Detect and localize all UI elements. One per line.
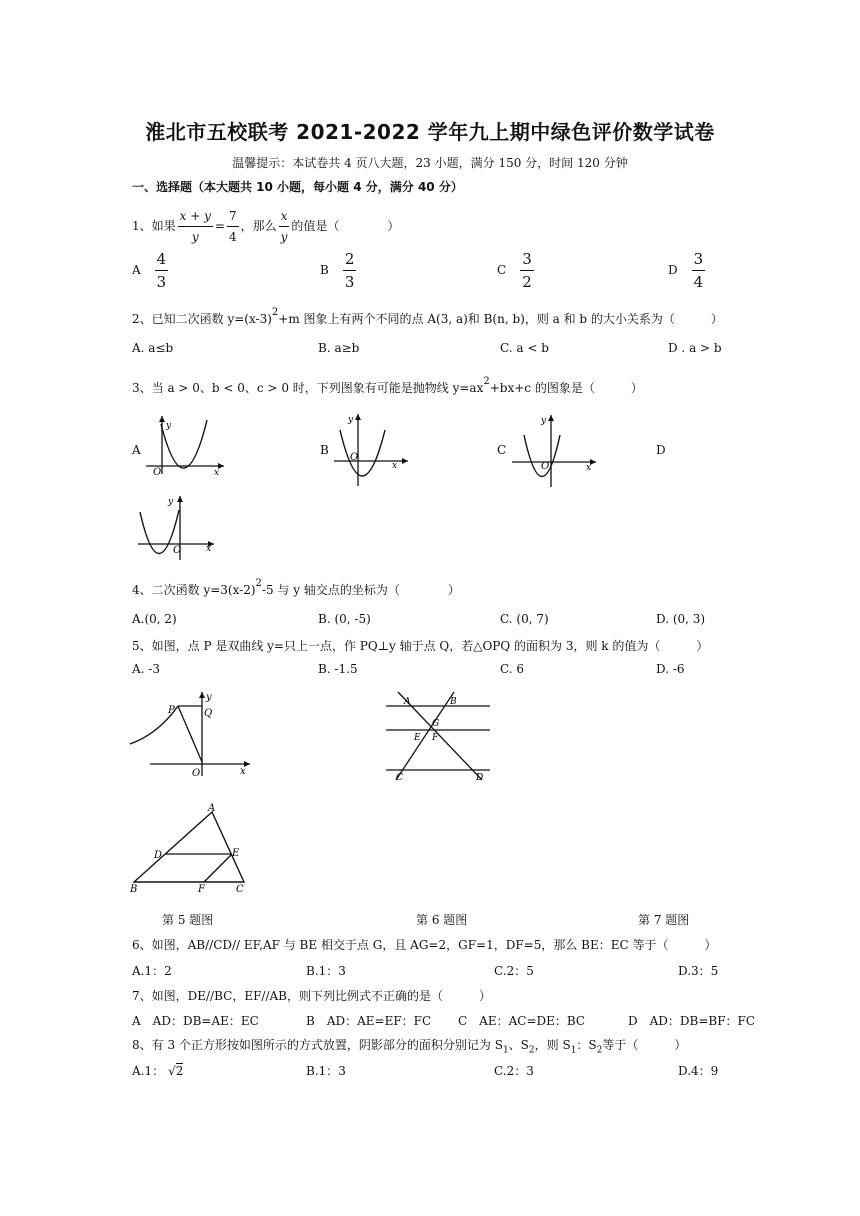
q4-option-b: B. (0, -5)	[318, 612, 371, 626]
q3c-x-label: x	[586, 463, 592, 473]
q5-option-d: D. -6	[656, 662, 685, 676]
q1-fraction-2: $\frac{7}{4}$	[227, 206, 239, 247]
figure-7	[128, 802, 252, 894]
q6-option-a: A.1：2	[132, 964, 172, 978]
fig7-label-e: E	[232, 848, 240, 859]
q1-fraction-1: $\frac{x + y}{y}$	[178, 206, 213, 247]
figure-6	[382, 690, 494, 782]
q3c-origin: O	[541, 461, 550, 472]
fig5-label-y: y	[206, 692, 212, 703]
fig6-label-d: D	[476, 773, 484, 782]
q2-option-c: C. a < b	[500, 341, 549, 355]
q5-option-c: C. 6	[500, 662, 525, 676]
q1-suffix: 的值是（ ）	[291, 219, 400, 233]
q3-graph-c	[510, 413, 598, 489]
q6-option-b: B.1：3	[306, 964, 346, 978]
fig6-label-b: B	[450, 697, 457, 707]
fig6-label-a: A	[404, 697, 411, 707]
exam-tip: 温馨提示：本试卷共 4 页八大题，23 小题，满分 150 分，时间 120 分钟	[232, 156, 628, 170]
q3-label-c: C	[497, 443, 507, 457]
q3d-x-label: x	[206, 544, 212, 554]
q3-label-a: A	[132, 443, 141, 457]
q4-option-c: C. (0, 7)	[500, 612, 549, 626]
q1-option-d: D $\frac{3}{4}$	[668, 250, 704, 291]
question-3: 3、当 a > 0、b < 0、c > 0 时，下列图象有可能是抛物线 $y=ax^2+bx+c$ 的图象是（ ）	[132, 376, 643, 395]
fig5-label-o: O	[192, 768, 201, 779]
figure-5	[128, 688, 254, 780]
q8-option-b: B.1：3	[306, 1064, 346, 1078]
q3a-x-label: x	[214, 468, 220, 476]
fig6-label-e: E	[414, 733, 421, 743]
fig7-label-f: F	[198, 884, 205, 894]
question-6: 6、如图，AB//CD// EF,AF 与 BE 相交于点 G，且 AG=2，GF=1，DF=5，那么 BE：EC 等于（ ）	[132, 938, 717, 952]
q3a-y-label: y	[166, 421, 172, 431]
q2-option-a: A. a≤b	[132, 341, 174, 355]
fig7-label-c: C	[236, 884, 244, 894]
question-7: 7、如图，DE//BC，EF//AB，则下列比例式不正确的是（ ）	[132, 989, 491, 1003]
question-2: 2、已知二次函数 $y=(x-3)^2+m$ 图象上有两个不同的点 A(3, a)和 B(n, b)，则 a 和 b 的大小关系为（ ）	[132, 307, 723, 326]
fig7-label-a: A	[208, 803, 216, 814]
q1-mid: ，那么	[240, 219, 277, 233]
q4-option-a: A.(0, 2)	[132, 612, 177, 626]
q2-option-b: B. a≥b	[318, 341, 360, 355]
q3-label-d: D	[656, 443, 666, 457]
q1-prefix: 1、如果	[132, 219, 176, 233]
fig5-label-q: Q	[204, 708, 213, 719]
q3a-origin: O	[153, 467, 162, 476]
q6-option-c: C.2：5	[494, 964, 534, 978]
question-8: 8、有 3 个正方形按如图所示的方式放置，阴影部分的面积分别记为 $S_1$、$S_2$，则 $S_1$：$S_2$等于（ ）	[132, 1038, 687, 1056]
page-title: 淮北市五校联考 2021-2022 学年九上期中绿色评价数学试卷	[145, 120, 715, 144]
q5-option-b: B. -1.5	[318, 662, 358, 676]
caption-fig7: 第 7 题图	[638, 913, 690, 927]
section-heading: 一、选择题（本大题共 10 小题，每小题 4 分，满分 40 分）	[132, 180, 463, 194]
q8-option-c: C.2：3	[494, 1064, 534, 1078]
q1-option-a: A $\frac{4}{3}$	[132, 250, 167, 291]
q3-graph-b	[332, 410, 414, 488]
question-1	[132, 206, 399, 247]
q3b-y-label: y	[348, 415, 354, 425]
q7-option-a: A AD：DB=AE：EC	[132, 1014, 259, 1028]
q3-graph-a	[144, 414, 226, 476]
fig7-label-d: D	[154, 850, 163, 861]
sqrt-icon: √	[168, 1064, 176, 1078]
fig5-label-x: x	[240, 766, 246, 777]
q3d-origin: O	[173, 545, 182, 556]
q3b-origin: O	[350, 452, 359, 463]
q1-fraction-3: $\frac{x}{y}$	[279, 206, 290, 247]
q3-graph-d	[136, 492, 218, 562]
q2-option-d: D . a > b	[668, 341, 722, 355]
q3d-y-label: y	[168, 497, 174, 507]
q1-option-b: B $\frac{2}{3}$	[320, 250, 355, 291]
caption-fig6: 第 6 题图	[416, 913, 468, 927]
question-4: 4、二次函数 $y=3(x-2)^2-5$ 与 y 轴交点的坐标为（ ）	[132, 578, 460, 597]
q3b-x-label: x	[392, 461, 398, 471]
q7-option-c: C AE：AC=DE：BC	[458, 1014, 586, 1028]
q3c-y-label: y	[541, 416, 547, 426]
q1-equals: =	[214, 219, 225, 233]
q3-label-b: B	[320, 443, 329, 457]
q7-option-d: D AD：DB=BF：FC	[628, 1014, 756, 1028]
fig6-label-f: F	[432, 733, 439, 743]
q8-option-d: D.4：9	[678, 1064, 719, 1078]
q1-option-c: C $\frac{3}{2}$	[497, 250, 532, 291]
q4-option-d: D. (0, 3)	[656, 612, 706, 626]
q5-option-a: A. -3	[132, 662, 160, 676]
fig5-label-p: P	[168, 705, 175, 716]
q7-option-b: B AD：AE=EF：FC	[306, 1014, 432, 1028]
fig7-label-b: B	[130, 884, 138, 894]
caption-fig5: 第 5 题图	[162, 913, 214, 927]
q6-option-d: D.3：5	[678, 964, 719, 978]
fig6-label-c: C	[396, 773, 403, 782]
q8-option-a: A.1： √2	[132, 1064, 184, 1078]
fig6-label-g: G	[432, 719, 440, 729]
question-5: 5、如图，点 P 是双曲线 y=只上一点，作 PQ⊥y 轴于点 Q，若△OPQ 的面积为 3，则 k 的值为（ ）	[132, 639, 709, 653]
